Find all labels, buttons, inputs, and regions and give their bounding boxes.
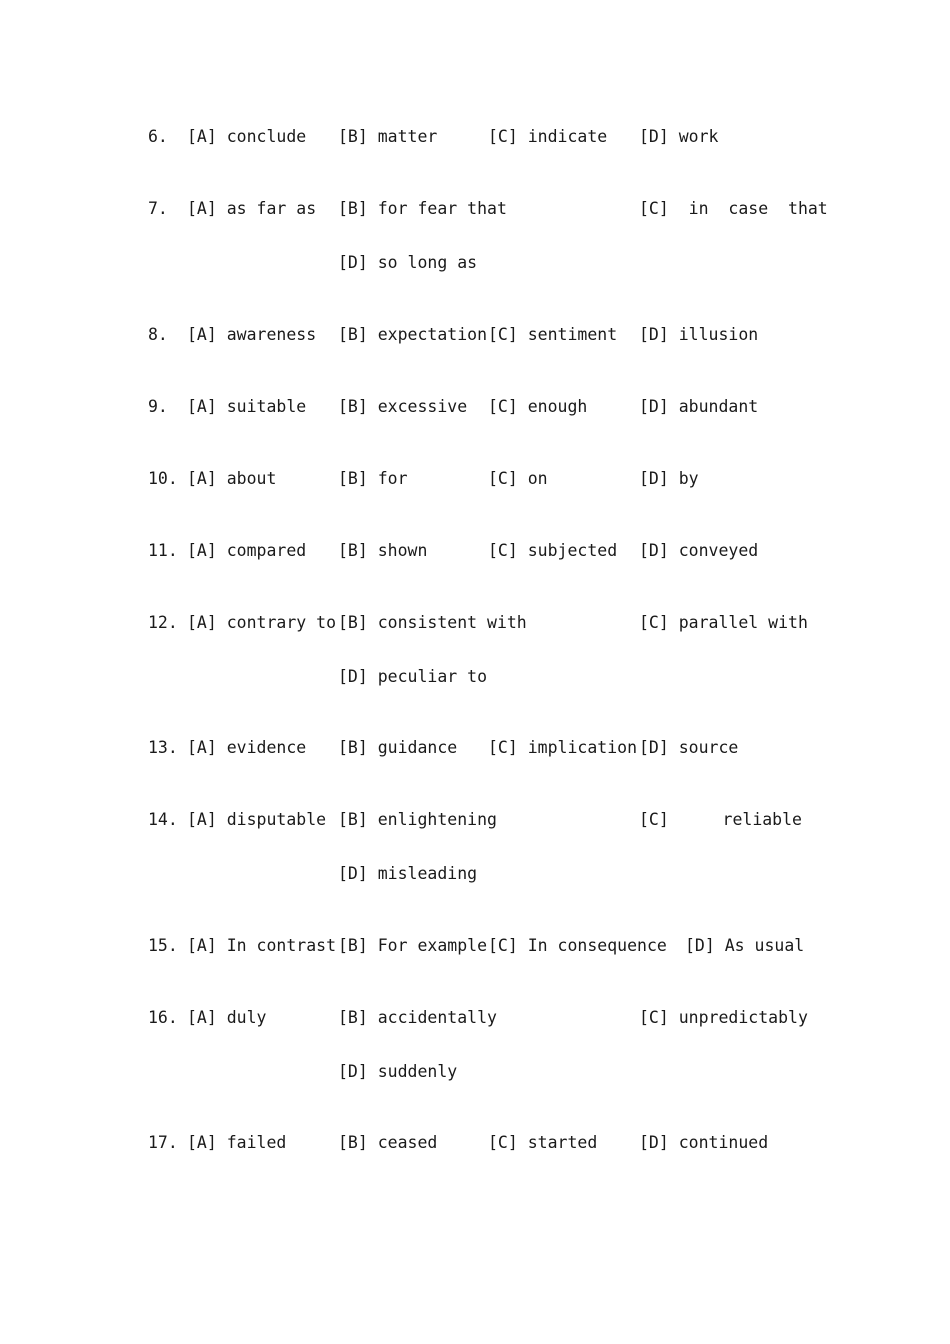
question-number: 16. [148,1008,178,1027]
question-16 [0,1006,950,1030]
option-a: [A] failed [187,1133,287,1152]
question-number: 11. [148,541,178,560]
question-number: 8. [148,325,168,344]
option-d: [D] continued [639,1133,769,1152]
option-c-tag: [C] [639,810,669,829]
option-d: [D] work [639,127,719,146]
question-number: 17. [148,1133,178,1152]
option-c: [C] in case that [639,199,828,218]
option-d: [D] As usual [685,936,805,955]
option-d: [D] suddenly [338,1062,458,1081]
option-a: [A] awareness [187,325,317,344]
question-15 [0,934,950,958]
option-c: [C] sentiment [488,325,618,344]
option-c: [C] implication [488,738,638,757]
option-d: [D] peculiar to [338,667,488,686]
question-13 [0,736,950,760]
option-c: [C] parallel with [639,613,808,632]
option-a: [A] as far as [187,199,317,218]
option-b: [B] for [338,469,408,488]
option-d: [D] source [639,738,739,757]
question-14-continued [0,862,950,886]
question-number: 7. [148,199,168,218]
question-7-continued [0,251,950,275]
option-a: [A] evidence [187,738,307,757]
option-d: [D] illusion [639,325,759,344]
option-d: [D] by [639,469,699,488]
option-c: [C] enough [488,397,588,416]
option-b: [B] guidance [338,738,458,757]
question-12 [0,611,950,635]
question-number: 12. [148,613,178,632]
question-6 [0,125,950,149]
option-a: [A] about [187,469,277,488]
option-b: [B] excessive [338,397,468,416]
option-d: [D] abundant [639,397,759,416]
option-a: [A] compared [187,541,307,560]
option-b: [B] matter [338,127,438,146]
question-number: 14. [148,810,178,829]
option-d: [D] misleading [338,864,478,883]
option-a: [A] duly [187,1008,267,1027]
question-number: 6. [148,127,168,146]
option-a: [A] contrary to [187,613,337,632]
option-d: [D] so long as [338,253,478,272]
option-c: [C] subjected [488,541,618,560]
question-9 [0,395,950,419]
question-7 [0,197,950,221]
option-b: [B] For example [338,936,488,955]
option-b: [B] expectation [338,325,488,344]
option-b: [B] ceased [338,1133,438,1152]
question-14 [0,808,950,832]
option-b: [B] accidentally [338,1008,497,1027]
question-8 [0,323,950,347]
question-12-continued [0,665,950,689]
question-11 [0,539,950,563]
option-a: [A] disputable [187,810,327,829]
option-d: [D] conveyed [639,541,759,560]
question-number: 10. [148,469,178,488]
option-a: [A] In contrast [187,936,337,955]
option-c: [C] unpredictably [639,1008,808,1027]
question-16-continued [0,1060,950,1084]
option-c: [C] started [488,1133,598,1152]
option-c [639,808,802,904]
question-17 [0,1131,950,1155]
option-a: [A] conclude [187,127,307,146]
option-c: [C] on [488,469,548,488]
question-number: 9. [148,397,168,416]
option-b: [B] consistent with [338,613,527,632]
option-b: [B] shown [338,541,428,560]
question-number: 15. [148,936,178,955]
option-b: [B] enlightening [338,810,497,829]
option-a: [A] suitable [187,397,307,416]
option-c-word: reliable [722,810,802,829]
option-b: [B] for fear that [338,199,507,218]
question-10 [0,467,950,491]
option-c: [C] In consequence [488,936,667,955]
option-c: [C] indicate [488,127,608,146]
question-number: 13. [148,738,178,757]
